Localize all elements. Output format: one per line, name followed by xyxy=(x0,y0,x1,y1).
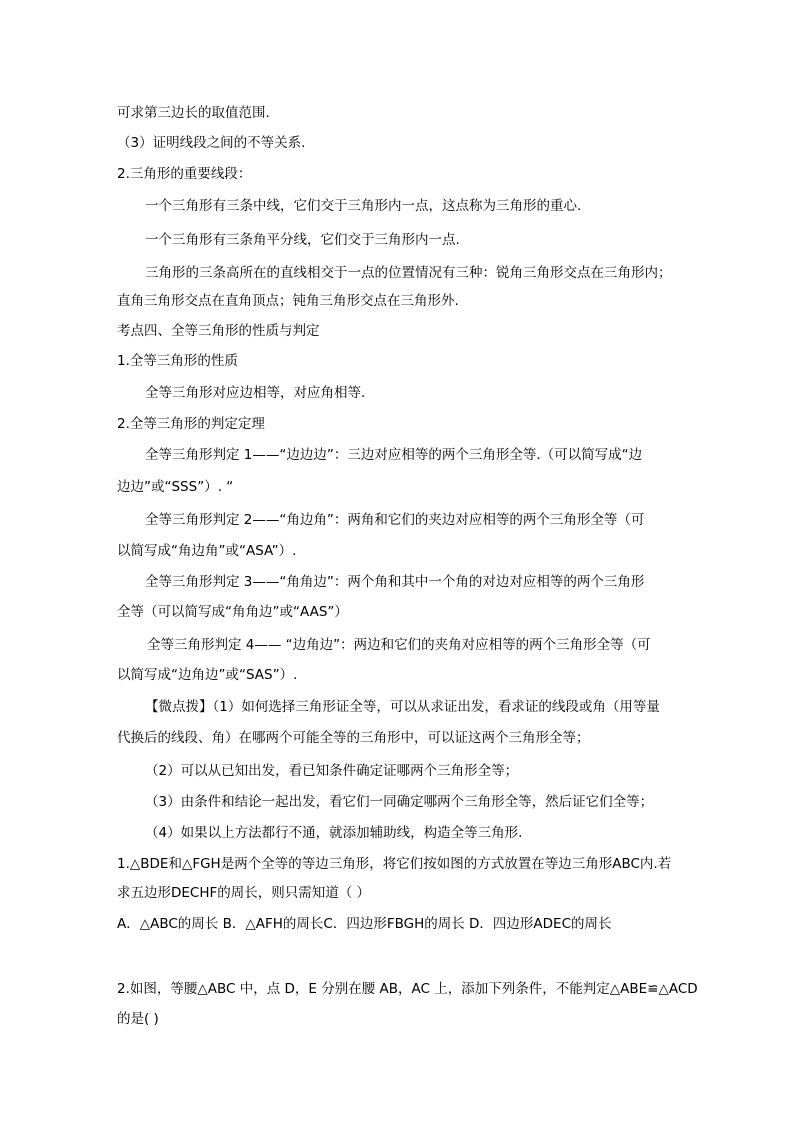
section-heading: 2.三角形的重要线段： xyxy=(117,166,252,182)
text-line: 可求第三边长的取值范围. xyxy=(117,105,270,121)
question-text: 1.△BDE和△FGH是两个全等的等边三角形，将它们按如图的方式放置在等边三角形ABC内.若 xyxy=(117,856,672,872)
answer-options: A．△ABC的周长 B．△AFH的周长C．四边形FBGH的周长 D．四边形ADEC的周长 xyxy=(117,916,612,932)
text-line: 全等三角形判定 1——“边边边”：三边对应相等的两个三角形全等.（可以简写成“边 xyxy=(145,447,643,463)
text-line: 一个三角形有三条角平分线，它们交于三角形内一点. xyxy=(145,232,460,248)
text-line: 以简写成“角边角”或“ASA”）. xyxy=(117,543,297,559)
section-heading: 1.全等三角形的性质 xyxy=(117,353,238,369)
text-line: （3）由条件和结论一起出发，看它们一同确定哪两个三角形全等，然后证它们全等； xyxy=(145,794,654,810)
question-text: 的是( ) xyxy=(117,1011,159,1027)
text-line: （2）可以从已知出发，看已知条件确定证哪两个三角形全等； xyxy=(145,763,519,779)
text-line: 全等三角形判定 4—— “边角边”：两边和它们的夹角对应相等的两个三角形全等（可 xyxy=(147,637,651,653)
text-line: 以简写成“边角边”或“SAS”）. xyxy=(117,667,298,683)
text-line: 全等三角形判定 2——“角边角”：两角和它们的夹边对应相等的两个三角形全等（可 xyxy=(145,512,645,528)
text-line: 【微点拨】（1）如何选择三角形证全等，可以从求证出发，看求证的线段或角（用等量 xyxy=(145,699,660,715)
text-line: 边边”或“SSS”）. “ xyxy=(117,479,234,495)
section-heading: 考点四、全等三角形的性质与判定 xyxy=(117,323,320,339)
question-text: 2.如图，等腰△ABC 中，点 D，E 分别在腰 AB，AC 上，添加下列条件，不能判定△ABE≌△ACD xyxy=(117,981,698,997)
text-line: （4）如果以上方法都行不通，就添加辅助线，构造全等三角形. xyxy=(145,825,523,841)
text-line: 三角形的三条高所在的直线相交于一点的位置情况有三种：锐角三角形交点在三角形内； xyxy=(145,265,672,281)
text-line: 直角三角形交点在直角顶点；钝角三角形交点在三角形外. xyxy=(117,293,459,309)
text-line: 全等三角形对应边相等，对应角相等. xyxy=(145,385,366,401)
text-line: （3）证明线段之间的不等关系. xyxy=(117,135,306,151)
question-text: 求五边形DECHF的周长，则只需知道（ ） xyxy=(117,885,371,901)
section-heading: 2.全等三角形的判定定理 xyxy=(117,416,265,432)
text-line: 全等（可以简写成“角角边”或“AAS”） xyxy=(117,604,348,620)
text-line: 代换后的线段、角）在哪两个可能全等的三角形中，可以证这两个三角形全等； xyxy=(117,730,590,746)
text-line: 全等三角形判定 3——“角角边”：两个角和其中一个角的对边对应相等的两个三角形 xyxy=(145,574,645,590)
text-line: 一个三角形有三条中线，它们交于三角形内一点，这点称为三角形的重心. xyxy=(145,198,582,214)
